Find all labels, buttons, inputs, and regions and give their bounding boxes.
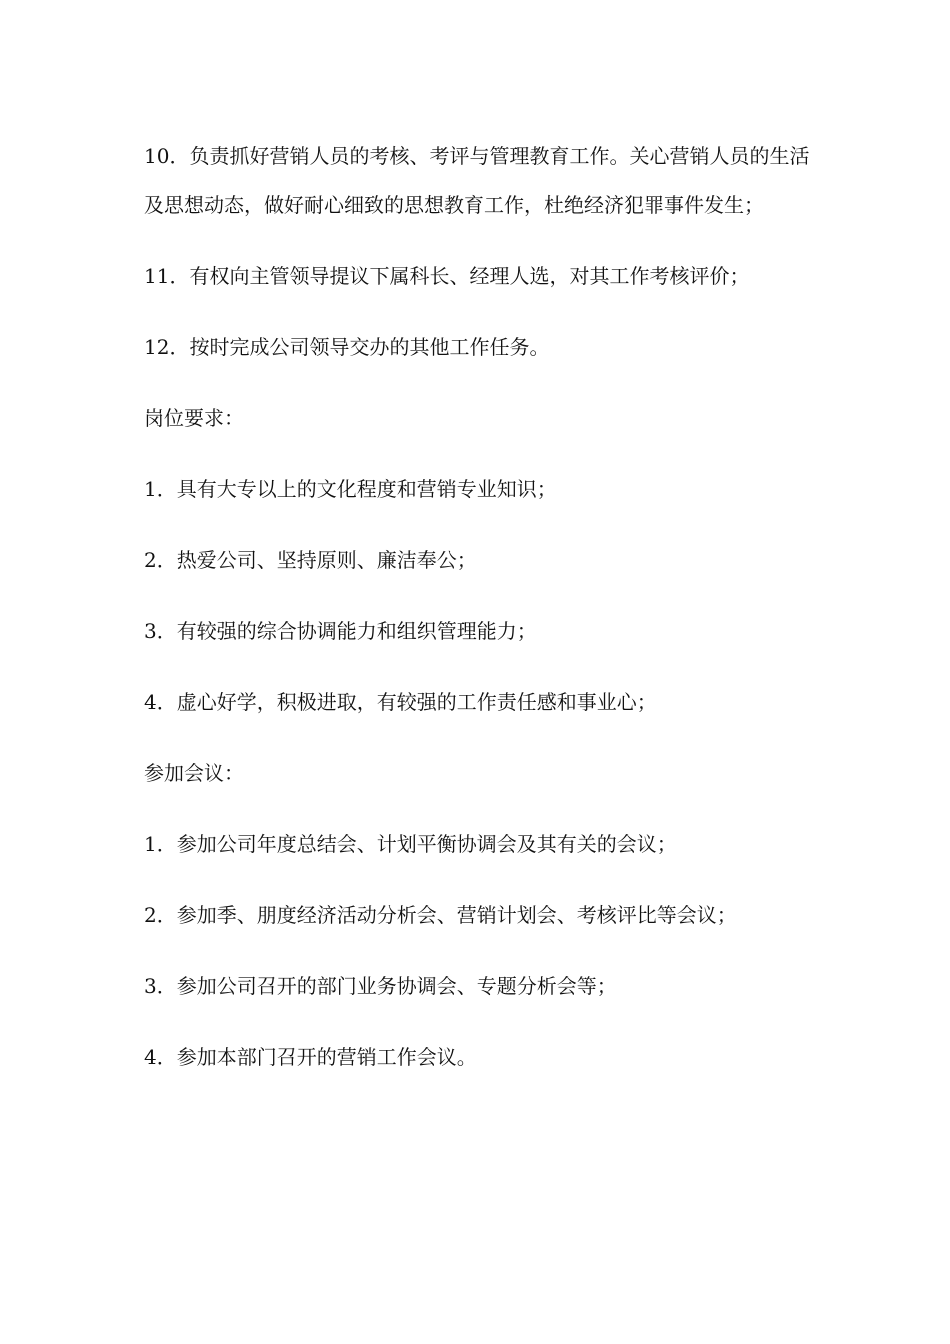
section-heading-requirements: 岗位要求： xyxy=(144,406,244,430)
paragraph-duty-11: 11．有权向主管领导提议下属科长、经理人选，对其工作考核评价； xyxy=(144,264,750,288)
meeting-item-1: 1．参加公司年度总结会、计划平衡协调会及其有关的会议； xyxy=(144,832,677,856)
section-heading-meetings: 参加会议： xyxy=(144,761,244,785)
requirement-item-3: 3．有较强的综合协调能力和组织管理能力； xyxy=(144,619,537,643)
meeting-item-2: 2．参加季、朋度经济活动分析会、营销计划会、考核评比等会议； xyxy=(144,903,737,927)
requirement-item-4: 4．虚心好学，积极进取，有较强的工作责任感和事业心； xyxy=(144,690,657,714)
document-body xyxy=(144,132,812,1082)
paragraph-duty-10: 10．负责抓好营销人员的考核、考评与管理教育工作。关心营销人员的生活及思想动态，做好耐心细致的思想教育工作，杜绝经济犯罪事件发生； xyxy=(144,144,810,217)
paragraph-duty-12: 12．按时完成公司领导交办的其他工作任务。 xyxy=(144,335,550,359)
requirement-item-2: 2．热爱公司、坚持原则、廉洁奉公； xyxy=(144,548,477,572)
requirement-item-1: 1．具有大专以上的文化程度和营销专业知识； xyxy=(144,477,557,501)
meeting-item-3: 3．参加公司召开的部门业务协调会、专题分析会等； xyxy=(144,974,617,998)
meeting-item-4: 4．参加本部门召开的营销工作会议。 xyxy=(144,1045,477,1069)
